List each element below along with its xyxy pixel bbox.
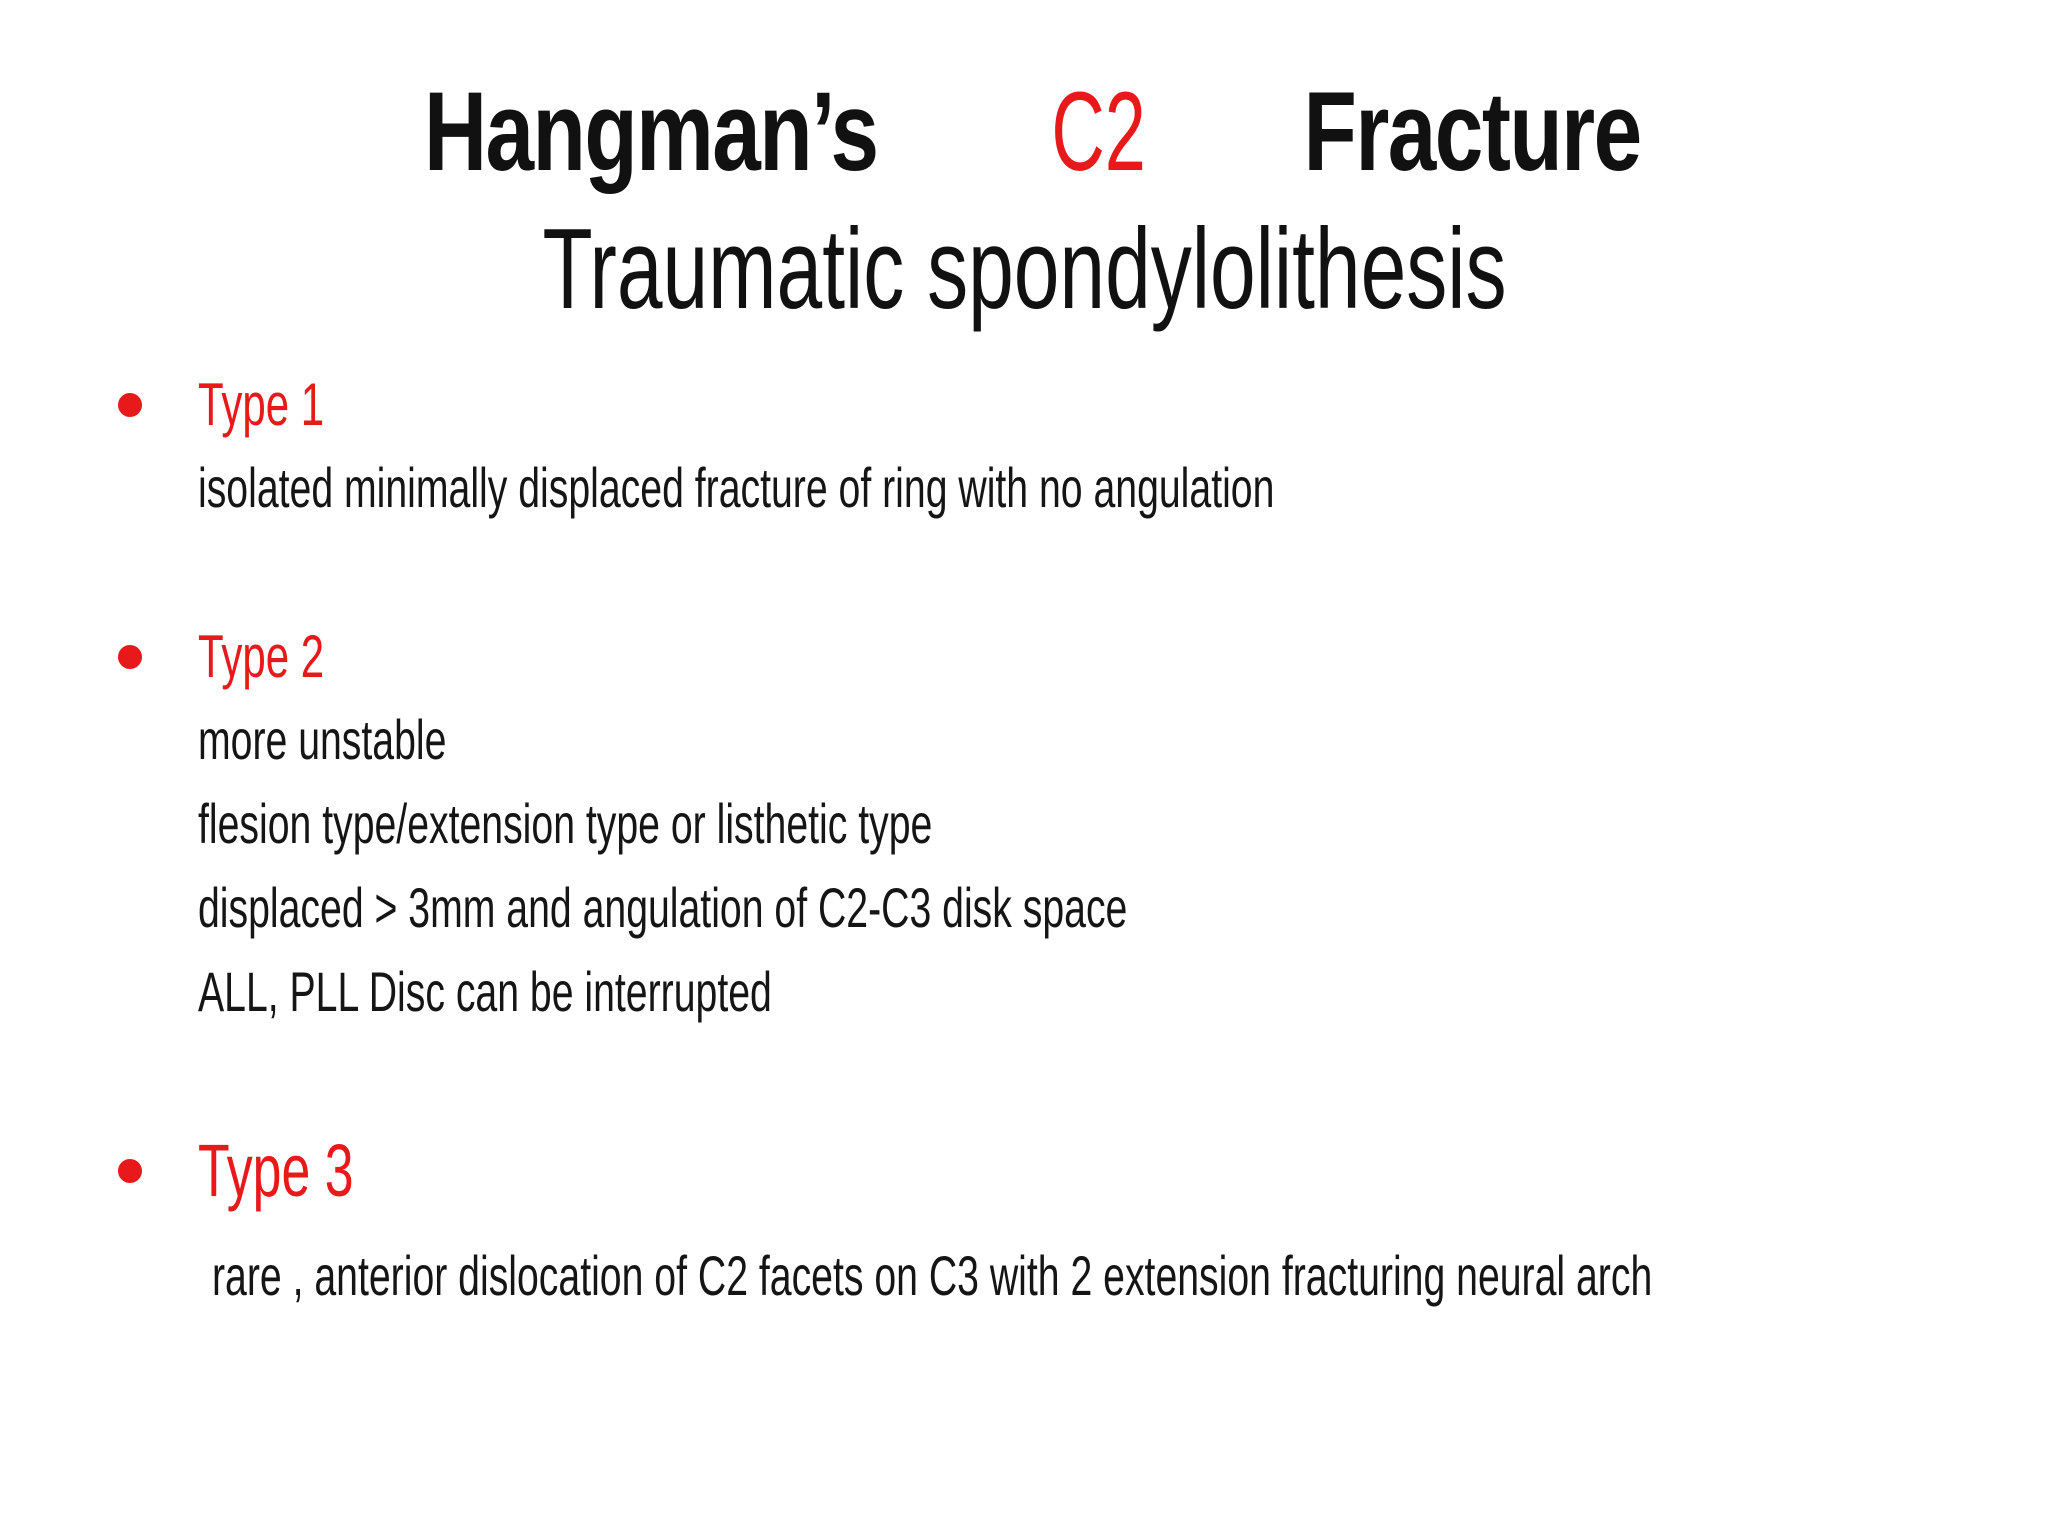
type-2-heading: Type 2 xyxy=(198,623,325,690)
type-2-detail-line: more unstable xyxy=(198,708,447,771)
type-2-detail-line: displaced > 3mm and angulation of C2-C3 disk space xyxy=(198,876,1128,939)
bullet-dot xyxy=(118,645,142,669)
bullet-dot xyxy=(118,393,142,417)
subtitle-text: Traumatic spondylolithesis xyxy=(541,206,1507,333)
title-part-c2: C2 xyxy=(1051,69,1146,194)
slide-title xyxy=(0,62,2048,202)
type-3-detail: rare , anterior dislocation of C2 facets on C3 with 2 extension fracturing neural arch xyxy=(212,1244,1653,1307)
type-1-heading: Type 1 xyxy=(198,371,325,438)
type-2-detail-line: flesion type/extension type or listhetic type xyxy=(198,792,933,855)
slide-subtitle xyxy=(0,200,2048,340)
type-3-heading: Type 3 xyxy=(198,1129,354,1212)
type-1-detail: isolated minimally displaced fracture of ring with no angulation xyxy=(198,456,1275,519)
bullet-dot xyxy=(118,1159,142,1183)
title-part-fracture: Fracture xyxy=(1303,69,1641,194)
type-2-detail-line: ALL, PLL Disc can be interrupted xyxy=(198,960,772,1023)
title-part-hangmans: Hangman’s xyxy=(424,69,878,194)
